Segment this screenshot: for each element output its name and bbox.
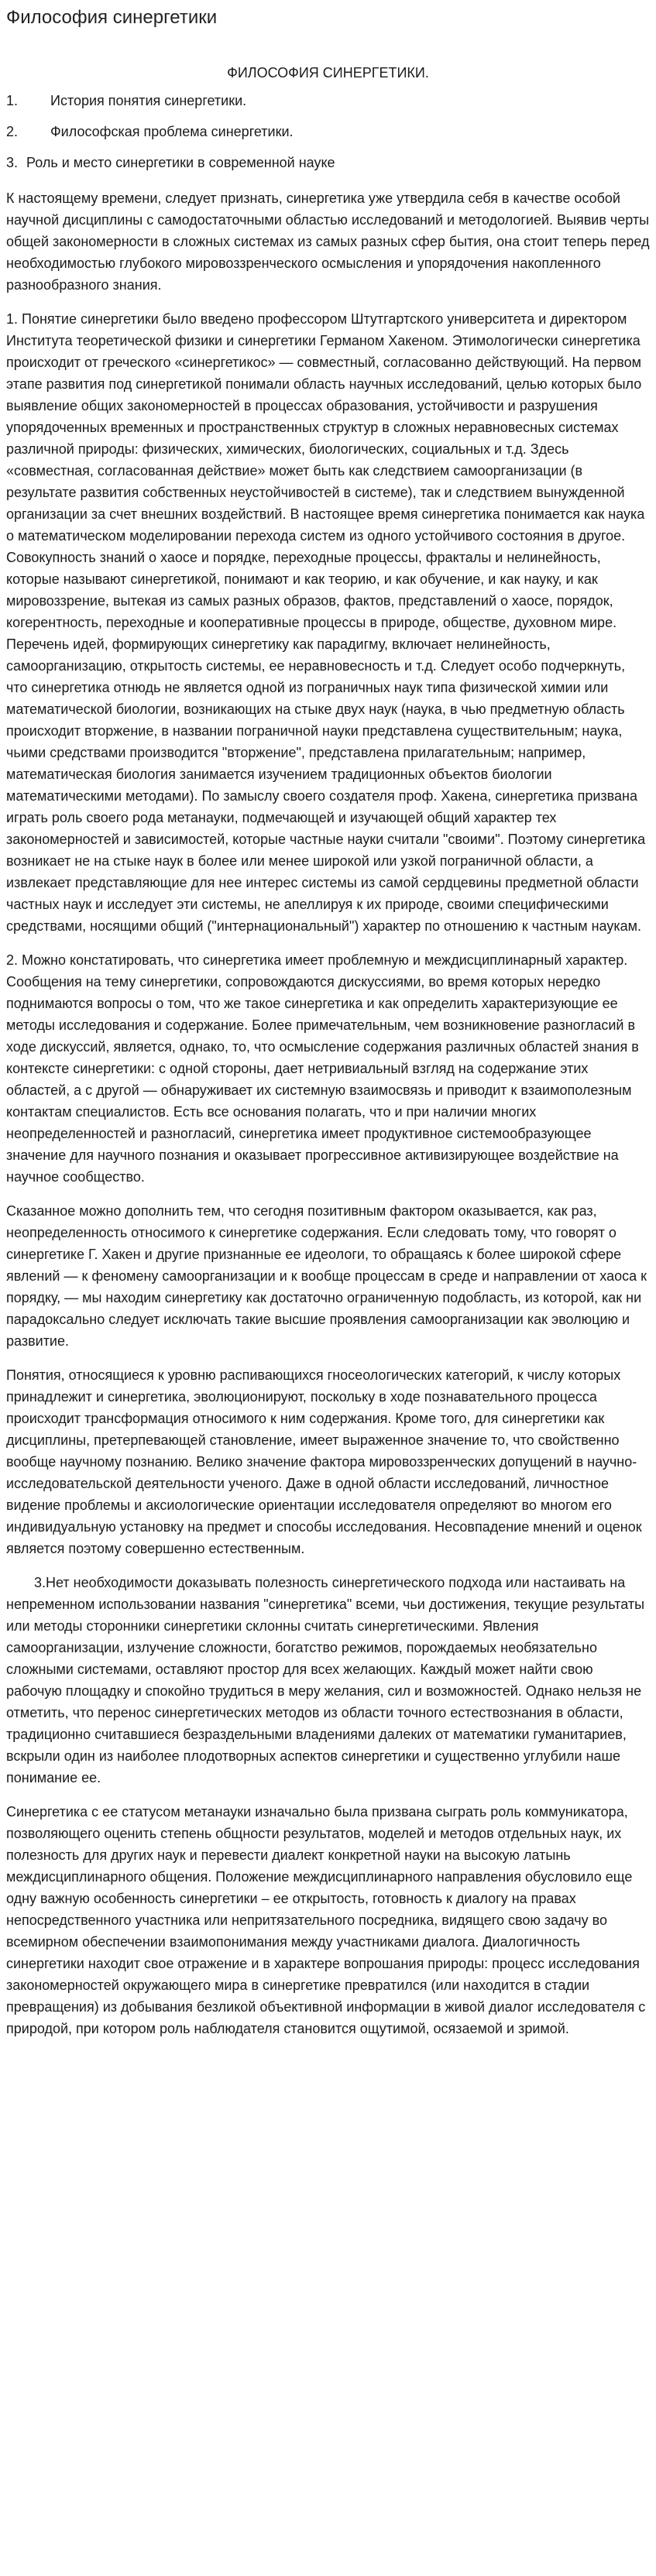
toc-item-philosophy bbox=[6, 121, 650, 142]
toc-number: 2. bbox=[6, 124, 19, 139]
document-heading: ФИЛОСОФИЯ СИНЕРГЕТИКИ. bbox=[227, 65, 429, 81]
paragraph-section-2-addendum: Сказанное можно дополнить тем, что сегодня позитивным фактором оказывается, как раз, неопределенность относимого к синергетике содержания. Если следовать тому, что говорят о синергетике Г. Хакен и другие признанные ее идеологи, то обращаясь к более широкой сфере явлений — к феномену самоорганизации и к вообще процессам в среде и направлении от хаоса к порядку, — мы находим синергетику как достаточно ограниченную подобласть, из которой, как ни парадоксально следует исключать такие высшие проявления самоорганизации как эволюцию и развитие. bbox=[6, 1203, 647, 1349]
toc-label: Роль и место синергетики в современной науке bbox=[26, 155, 335, 170]
toc-number: 3. bbox=[6, 155, 19, 170]
toc-item-role bbox=[6, 152, 650, 173]
toc-label: Философская проблема синергетики. bbox=[50, 124, 294, 139]
paragraph-section-3-metascience: Синергетика с ее статусом метанауки изначально была призвана сыграть роль коммуникатора, позволяющего оценить степень общности результатов, моделей и методов отдельных наук, их полезность для других наук и перевести диалект конкретной науки на высокую латынь междисциплинарного общения. Положение междисциплинарного направления обусловило еще одну важную особенность синергетики – ее открытость, готовность к диалогу на правах непосредственного участника или непритязательного посредника, видящего свою задачу во всемирном обеспечении взаимопонимания между участниками диалога. Диалогичность синергетики находит свое отражение и в характере вопрошания природы: процесс исследования закономерностей окружающего мира в синергетике превратился (или находится в стадии превращения) из добывания безликой объективной информации в живой диалог исследователя с природой, при котором роль наблюдателя становится ощутимой, осязаемой и зримой. bbox=[6, 1804, 646, 2036]
paragraph-section-2-concepts: Понятия, относящиеся к уровню распивающихся гносеологических категорий, к числу которых принадлежит и синергетика, эволюционируют, поскольку в ходе познавательного процесса происходит трансформация относимого к ним содержания. Кроме того, для синергетики как дисциплины, претерпевающей становление, имеет выраженное значение то, что свойственно вообще научному познанию. Велико значение фактора мировоззренческих допущений в научно-исследовательской деятельности ученого. Даже в одной области исследований, личностное видение проблемы и аксиологические ориентации исследователя определяют во многом его индивидуальную установку на предмет и способы исследования. Несовпадение мнений и оценок является поэтому совершенно естественным. bbox=[6, 1367, 642, 1556]
toc-item-history bbox=[6, 90, 650, 111]
paragraph-intro: К настоящему времени, следует признать, синергетика уже утвердила себя в качестве особой научной дисциплины с самодостаточными областью исследований и методологией. Выявив черты общей закономерности в сложных системах из самых разных сфер бытия, она стоит теперь перед необходимостью глубокого мировоззренческого осмысления и упорядочения накопленного разнообразного знания. bbox=[6, 190, 650, 293]
table-of-contents bbox=[6, 90, 650, 173]
paragraph-section-2: 2. Можно констатировать, что синергетика имеет проблемную и междисциплинарный характер. Сообщения на тему синергетики, сопровождаются дискуссиями, во время которых нередко поднимаются вопросы о том, что же такое синергетика и как определить характеризующие ее методы исследования и содержание. Более примечательным, чем возникновение разногласий в ходе дискуссий, является, однако, то, что осмысление содержания различных областей знания в контексте синергетики: с одной стороны, дает нетривиальный взгляд на содержание этих областей, а с другой — обнаруживает их системную взаимосвязь и приводит к взаимополезным контактам специалистов. Есть все основания полагать, что и при наличии многих неопределенностей и разногласий, синергетика имеет продуктивное системообразующее значение для научного познания и оказывает прогрессивное активизирующее воздействие на научное сообщество. bbox=[6, 952, 639, 1185]
page-title: Философия синергетики bbox=[6, 7, 218, 28]
toc-number: 1. bbox=[6, 93, 19, 108]
toc-label: История понятия синергетики. bbox=[50, 93, 247, 108]
paragraph-section-1: 1. Понятие синергетики было введено профессором Штутгартского университета и директором Института теоретической физики и синергетики Германом Хакеном. Этимологически синергетика происходит от греческого «синергетикос» — совместный, согласованно действующий. На первом этапе развития под синергетикой понимали область научных исследований, целью которых было выявление общих закономерностей в процессах образования, устойчивости и разрушения упорядоченных временных и пространственных структур в сложных неравновесных системах различной природы: физических, химических, биологических, социальных и т.д. Здесь «совместная, согласованная действие» может быть как следствием самоорганизации (в результате развития собственных неустойчивостей в системе), так и следствием вынужденной организации за счет внешних воздействий. В настоящее время синергетика понимается как наука о математическом моделировании перехода систем из одного устойчивого состояния в другое. Совокупность знаний о хаосе и порядке, переходные процессы, фракталы и нелинейность, которые называют синергетикой, понимают и как теорию, и как обучение, и как науку, и как мировоззрение, вытекая из самых разных образов, фактов, представлений о хаосе, порядок, когерентность, переходные и кооперативные процессы в природе, обществе, духовном мире. Перечень идей, формирующих синергетику как парадигму, включает нелинейность, самоорганизацию, открытость системы, ее неравновесность и т.д. Следует особо подчеркнуть, что синергетика отнюдь не является одной из пограничных наук типа физической химии или математической биологии, возникающих на стыке двух наук (наука, в чью предметную область происходит вторжение, в названии пограничной науки представлена существительным; наука, чьими средствами производится "вторжение", представлена прилагательным; например, математическая биология занимается изучением традиционных объектов биологии математическими методами). По замыслу своего создателя проф. Хакена, синергетика призвана играть роль своего рода метанауки, подмечающей и изучающей общий характер тех закономерностей и зависимостей, которые частные науки считали "своими". Поэтому синергетика возникает не на стыке наук в более или менее широкой или узкой пограничной области, а извлекает представляющие для нее интерес системы из самой сердцевины предметной области частных наук и исследует эти системы, не апеллируя к их природе, своими специфическими средствами, носящими общий ("интернациональный") характер по отношению к частным наукам. bbox=[6, 311, 646, 934]
paragraph-section-3: 3.Нет необходимости доказывать полезность синергетического подхода или настаивать на непременном использовании названия "синергетика" всеми, чьи достижения, текущие результаты или методы сторонники синергетики склонны считать синергетическими. Явления самоорганизации, излучение сложности, богатство режимов, порождаемых необязательно сложными системами, оставляют простор для всех желающих. Каждый может найти свою рабочую площадку и спокойно трудиться в меру желания, сил и возможностей. Однако нельзя не отметить, что перенос синергетических методов из области точного естествознания в области, традиционно считавшиеся безраздельными владениями далеких от математики гуманитариев, вскрыли один из наиболее плодотворных аспектов синергетики и существенно углубили наше понимание ее. bbox=[6, 1575, 645, 1785]
